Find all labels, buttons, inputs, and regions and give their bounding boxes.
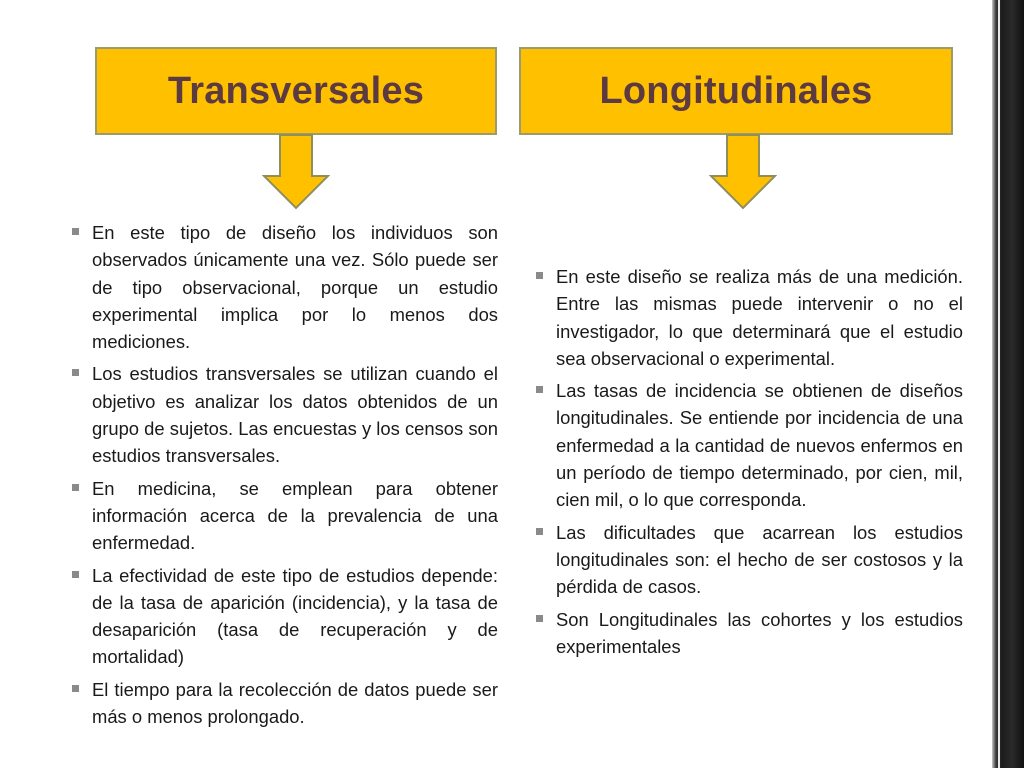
transversales-bullet-list: [72, 219, 498, 730]
header-longitudinales: [519, 47, 953, 135]
bullet-text: El tiempo para la recolección de datos puede ser más o menos prolongado.: [92, 678, 498, 728]
longitudinales-content: [536, 263, 963, 665]
square-bullet-icon: [72, 571, 79, 578]
list-item: [536, 263, 963, 372]
header-transversales-label: Transversales: [167, 69, 425, 112]
square-bullet-icon: [72, 484, 79, 491]
bullet-text: En este tipo de diseño los individuos son observados únicamente una vez. Sólo puede ser de tipo observacional, porque un estudio experimental implica por lo menos dos mediciones.: [92, 222, 498, 353]
bullet-text: En medicina, se emplean para obtener información acerca de la prevalencia de una enfermedad.: [92, 477, 498, 554]
bullet-text: En este diseño se realiza más de una medición. Entre las mismas puede intervenir o no el investigador, lo que determinará que el estudio sea observacional o experimental.: [556, 266, 963, 369]
square-bullet-icon: [536, 272, 543, 279]
list-item: [536, 377, 963, 513]
header-longitudinales-label: Longitudinales: [599, 69, 873, 112]
list-item: [72, 475, 498, 557]
bullet-text: Son Longitudinales las cohortes y los estudios experimentales: [556, 608, 963, 657]
list-item: [536, 606, 963, 661]
header-transversales: [95, 47, 497, 135]
list-item: [72, 219, 498, 355]
list-item: [72, 360, 498, 469]
decorative-side-strip: [992, 0, 1024, 768]
square-bullet-icon: [536, 386, 543, 393]
list-item: [72, 562, 498, 671]
square-bullet-icon: [536, 615, 543, 622]
down-arrow-icon: [709, 134, 777, 210]
bullet-text: Las dificultades que acarrean los estudios longitudinales son: el hecho de ser costosos y la pérdida de casos.: [556, 521, 963, 598]
list-item: [72, 676, 498, 731]
square-bullet-icon: [536, 528, 543, 535]
down-arrow-icon: [262, 134, 330, 210]
longitudinales-bullet-list: [536, 263, 963, 660]
square-bullet-icon: [72, 369, 79, 376]
square-bullet-icon: [72, 685, 79, 692]
bullet-text: Las tasas de incidencia se obtienen de diseños longitudinales. Se entiende por incidencia de una enfermedad a la cantidad de nuevos enfermos en un período de tiempo determinado, por cien, mil, cien mil, o lo que corresponda.: [556, 380, 963, 511]
bullet-text: Los estudios transversales se utilizan cuando el objetivo es analizar los datos obtenidos de un grupo de sujetos. Las encuestas y los censos son estudios transversales.: [92, 363, 498, 467]
square-bullet-icon: [72, 228, 79, 235]
bullet-text: La efectividad de este tipo de estudios depende: de la tasa de aparición (incidencia), y la tasa de desaparición (tasa de recuperación y de mortalidad): [92, 564, 498, 668]
transversales-content: [72, 219, 498, 735]
list-item: [536, 519, 963, 601]
